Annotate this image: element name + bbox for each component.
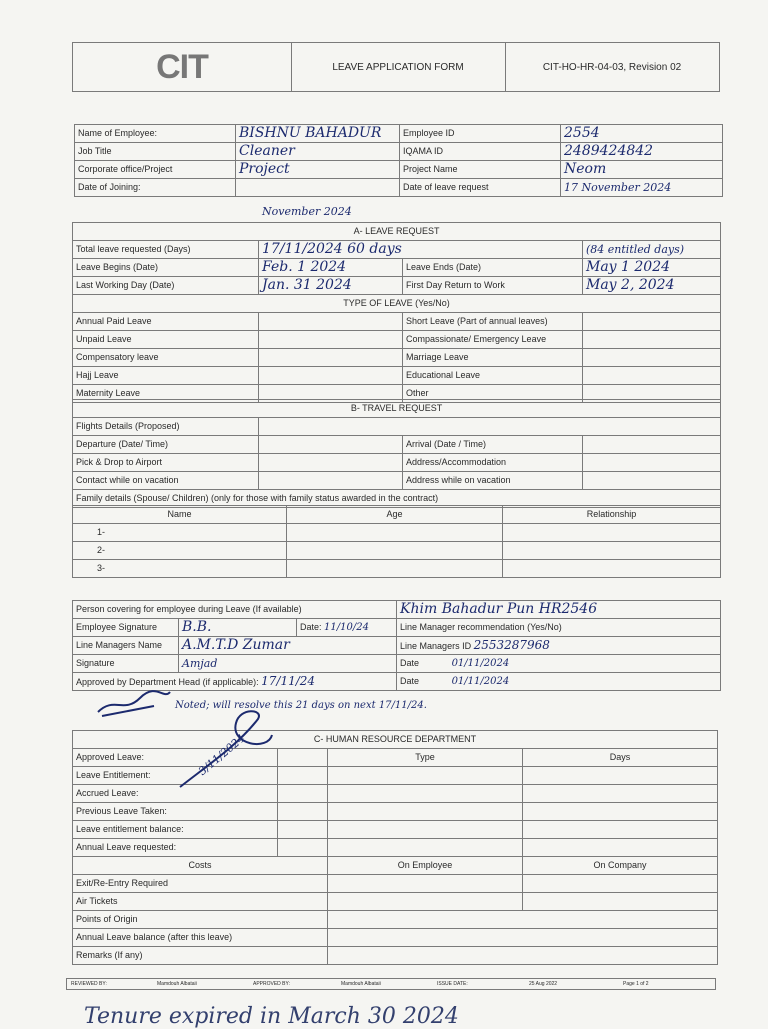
family-age-value[interactable]: [287, 524, 503, 542]
cost-company-value[interactable]: [523, 875, 718, 893]
leave-type-value[interactable]: [259, 331, 403, 349]
issue-date-label: ISSUE DATE:: [437, 981, 468, 987]
covering-person-value[interactable]: Khim Bahadur Pun HR2546: [400, 600, 598, 617]
hr-type-value[interactable]: [328, 821, 523, 839]
leave-request-table: [72, 222, 721, 403]
logo: [73, 43, 291, 91]
request-date-label: Date of leave request: [400, 179, 561, 197]
travel-value[interactable]: [583, 436, 721, 454]
project-name-value[interactable]: Neom: [564, 160, 607, 177]
employee-name-label: Name of Employee:: [75, 125, 236, 143]
hr-row-label: Annual Leave requested:: [73, 839, 278, 857]
employee-id-value[interactable]: 2554: [564, 124, 600, 141]
leave-type-title: TYPE OF LEAVE (Yes/No): [73, 295, 721, 313]
hr-row-label: Leave entitlement balance:: [73, 821, 278, 839]
cost-row-label: Air Tickets: [73, 893, 328, 911]
travel-label: Flights Details (Proposed): [73, 418, 259, 436]
manager-name-label: Line Managers Name: [73, 637, 179, 655]
joining-date-value[interactable]: [236, 179, 400, 197]
leave-ends-label: Leave Ends (Date): [403, 259, 583, 277]
hr-row-value[interactable]: [278, 803, 328, 821]
approval-date-label: Date: [400, 676, 420, 686]
travel-value[interactable]: [583, 454, 721, 472]
employee-signature-label: Employee Signature: [73, 619, 179, 637]
coverage-table: [72, 600, 721, 691]
signature-scribble-icon: [94, 688, 174, 718]
hr-row-value[interactable]: [278, 749, 328, 767]
signature-date-value[interactable]: 11/10/24: [324, 622, 369, 633]
leave-type-value[interactable]: [583, 367, 721, 385]
leave-type-label: Compensatory leave: [73, 349, 259, 367]
office-value[interactable]: Project: [239, 160, 290, 177]
family-age-value[interactable]: [287, 560, 503, 578]
family-details-label: Family details (Spouse/ Children) (only for those with family status awarded in the contract): [73, 490, 721, 508]
travel-value[interactable]: [583, 472, 721, 490]
leave-type-value[interactable]: [259, 367, 403, 385]
total-leave-label: Total leave requested (Days): [73, 241, 259, 259]
manager-name-value[interactable]: A.M.T.D Zumar: [182, 636, 290, 653]
on-employee-header: On Employee: [328, 857, 523, 875]
family-row-number: 3-: [73, 560, 287, 578]
project-name-label: Project Name: [400, 161, 561, 179]
approval-note: Noted; will resolve this 21 days on next 17/11/24.: [175, 700, 427, 711]
cost-value[interactable]: [328, 947, 718, 965]
hr-row-label: Previous Leave Taken:: [73, 803, 278, 821]
leave-type-value[interactable]: [583, 331, 721, 349]
travel-label: Contact while on vacation: [73, 472, 259, 490]
note-above-leave: November 2024: [262, 205, 352, 218]
return-to-work-value[interactable]: May 2, 2024: [586, 276, 675, 293]
leave-type-label: Unpaid Leave: [73, 331, 259, 349]
approved-by-footer-value: Mamdouh Albataii: [341, 981, 381, 987]
reviewed-by-label: REVIEWED BY:: [71, 981, 107, 987]
hr-days-value[interactable]: [523, 821, 718, 839]
employee-info-table: [74, 124, 723, 197]
family-table: [72, 505, 721, 578]
form-header: [72, 42, 720, 92]
return-to-work-label: First Day Return to Work: [403, 277, 583, 295]
family-header-relationship: Relationship: [503, 506, 721, 524]
logo-text: CIT: [156, 47, 208, 86]
hr-days-value[interactable]: [523, 767, 718, 785]
hr-days-value[interactable]: [523, 785, 718, 803]
form-code: CIT-HO-HR-04-03, Revision 02: [542, 61, 682, 73]
leave-ends-value[interactable]: May 1 2024: [586, 258, 671, 275]
approved-by-label: Approved by Department Head (if applicable):: [76, 676, 259, 687]
document-footer: [66, 978, 716, 990]
travel-value[interactable]: [259, 436, 403, 454]
hr-row-label: Leave Entitlement:: [73, 767, 278, 785]
hr-stamp-date: 3/11/2024: [196, 731, 248, 778]
total-leave-value[interactable]: 17/11/2024 60 days: [262, 240, 402, 257]
job-title-value[interactable]: Cleaner: [239, 142, 295, 159]
family-relationship-value[interactable]: [503, 542, 721, 560]
reviewed-by-value: Mamdouh Albataii: [157, 981, 197, 987]
hr-days-value[interactable]: [523, 803, 718, 821]
hr-type-header: Type: [328, 749, 523, 767]
family-header-age: Age: [287, 506, 503, 524]
bottom-handwritten-note: Tenure expired in March 30 2024: [84, 1004, 459, 1029]
hr-row-value[interactable]: [278, 839, 328, 857]
iqama-value[interactable]: 2489424842: [564, 142, 654, 159]
hr-type-value[interactable]: [328, 803, 523, 821]
hr-type-value[interactable]: [328, 839, 523, 857]
leave-type-label: Marriage Leave: [403, 349, 583, 367]
total-leave-note: (84 entitled days): [586, 242, 685, 256]
joining-date-label: Date of Joining:: [75, 179, 236, 197]
signature-date-label: Date:: [300, 622, 322, 632]
leave-type-value[interactable]: [259, 313, 403, 331]
hr-type-value[interactable]: [328, 767, 523, 785]
travel-request-title: B- TRAVEL REQUEST: [73, 400, 721, 418]
request-date-value[interactable]: 17 November 2024: [564, 180, 672, 194]
cost-row-label: Annual Leave balance (after this leave): [73, 929, 328, 947]
approval-date-value[interactable]: 01/11/2024: [451, 676, 510, 687]
employee-signature-value[interactable]: B.B.: [182, 618, 212, 635]
leave-type-value[interactable]: [259, 349, 403, 367]
cost-company-value[interactable]: [523, 893, 718, 911]
cost-value[interactable]: [328, 929, 718, 947]
family-row-number: 2-: [73, 542, 287, 560]
leave-type-label: Short Leave (Part of annual leaves): [403, 313, 583, 331]
approved-by-footer-label: APPROVED BY:: [253, 981, 290, 987]
travel-label: Address/Accommodation: [403, 454, 583, 472]
leave-type-value[interactable]: [583, 313, 721, 331]
cost-employee-value[interactable]: [328, 875, 523, 893]
issue-date-value: 25 Aug 2022: [529, 981, 558, 987]
hr-row-value[interactable]: [278, 767, 328, 785]
cost-value[interactable]: [328, 911, 718, 929]
travel-value[interactable]: [259, 418, 721, 436]
family-row-number: 1-: [73, 524, 287, 542]
manager-signature-label: Signature: [73, 655, 179, 673]
page-number: Page 1 of 2: [623, 981, 649, 987]
leave-type-label: Maternity Leave: [73, 385, 259, 403]
employee-name-value[interactable]: BISHNU BAHADUR: [239, 124, 382, 141]
leave-begins-label: Leave Begins (Date): [73, 259, 259, 277]
travel-label: Arrival (Date / Time): [403, 436, 583, 454]
approved-by-value[interactable]: 17/11/24: [261, 673, 316, 688]
leave-type-label: Educational Leave: [403, 367, 583, 385]
costs-header: Costs: [73, 857, 328, 875]
hr-type-value[interactable]: [328, 785, 523, 803]
manager-id-label: Line Managers ID: [400, 640, 472, 651]
form-title: LEAVE APPLICATION FORM: [332, 61, 464, 73]
last-working-day-label: Last Working Day (Date): [73, 277, 259, 295]
manager-date-label: Date: [400, 658, 420, 668]
on-company-header: On Company: [523, 857, 718, 875]
recommendation-label: Line Manager recommendation (Yes/No): [397, 619, 721, 637]
travel-label: Departure (Date/ Time): [73, 436, 259, 454]
hr-days-header: Days: [523, 749, 718, 767]
leave-begins-value[interactable]: Feb. 1 2024: [262, 258, 347, 275]
cost-row-label: Remarks (If any): [73, 947, 328, 965]
employee-id-label: Employee ID: [400, 125, 561, 143]
travel-value[interactable]: [259, 472, 403, 490]
leave-request-title: A- LEAVE REQUEST: [73, 223, 721, 241]
job-title-label: Job Title: [75, 143, 236, 161]
manager-date-value[interactable]: 01/11/2024: [451, 658, 510, 669]
family-relationship-value[interactable]: [503, 560, 721, 578]
family-relationship-value[interactable]: [503, 524, 721, 542]
travel-value[interactable]: [259, 454, 403, 472]
travel-label: Address while on vacation: [403, 472, 583, 490]
hr-row-value[interactable]: [278, 821, 328, 839]
last-working-day-value[interactable]: Jan. 31 2024: [262, 276, 352, 293]
office-label: Corporate office/Project: [75, 161, 236, 179]
hr-days-value[interactable]: [523, 839, 718, 857]
leave-type-label: Annual Paid Leave: [73, 313, 259, 331]
family-age-value[interactable]: [287, 542, 503, 560]
leave-type-value[interactable]: [583, 349, 721, 367]
covering-person-label: Person covering for employee during Leave (If available): [73, 601, 397, 619]
manager-id-value[interactable]: 2553287968: [473, 637, 550, 652]
manager-signature-value[interactable]: Amjad: [182, 656, 218, 670]
hr-row-label: Accrued Leave:: [73, 785, 278, 803]
hr-title: C- HUMAN RESOURCE DEPARTMENT: [73, 731, 718, 749]
travel-request-table: [72, 399, 721, 508]
cost-row-label: Points of Origin: [73, 911, 328, 929]
cost-row-label: Exit/Re-Entry Required: [73, 875, 328, 893]
leave-type-label: Other: [403, 385, 583, 403]
hr-row-label: Approved Leave:: [73, 749, 278, 767]
hr-row-value[interactable]: [278, 785, 328, 803]
travel-label: Pick & Drop to Airport: [73, 454, 259, 472]
leave-type-label: Hajj Leave: [73, 367, 259, 385]
leave-type-label: Compassionate/ Emergency Leave: [403, 331, 583, 349]
cost-employee-value[interactable]: [328, 893, 523, 911]
iqama-label: IQAMA ID: [400, 143, 561, 161]
family-header-name: Name: [73, 506, 287, 524]
